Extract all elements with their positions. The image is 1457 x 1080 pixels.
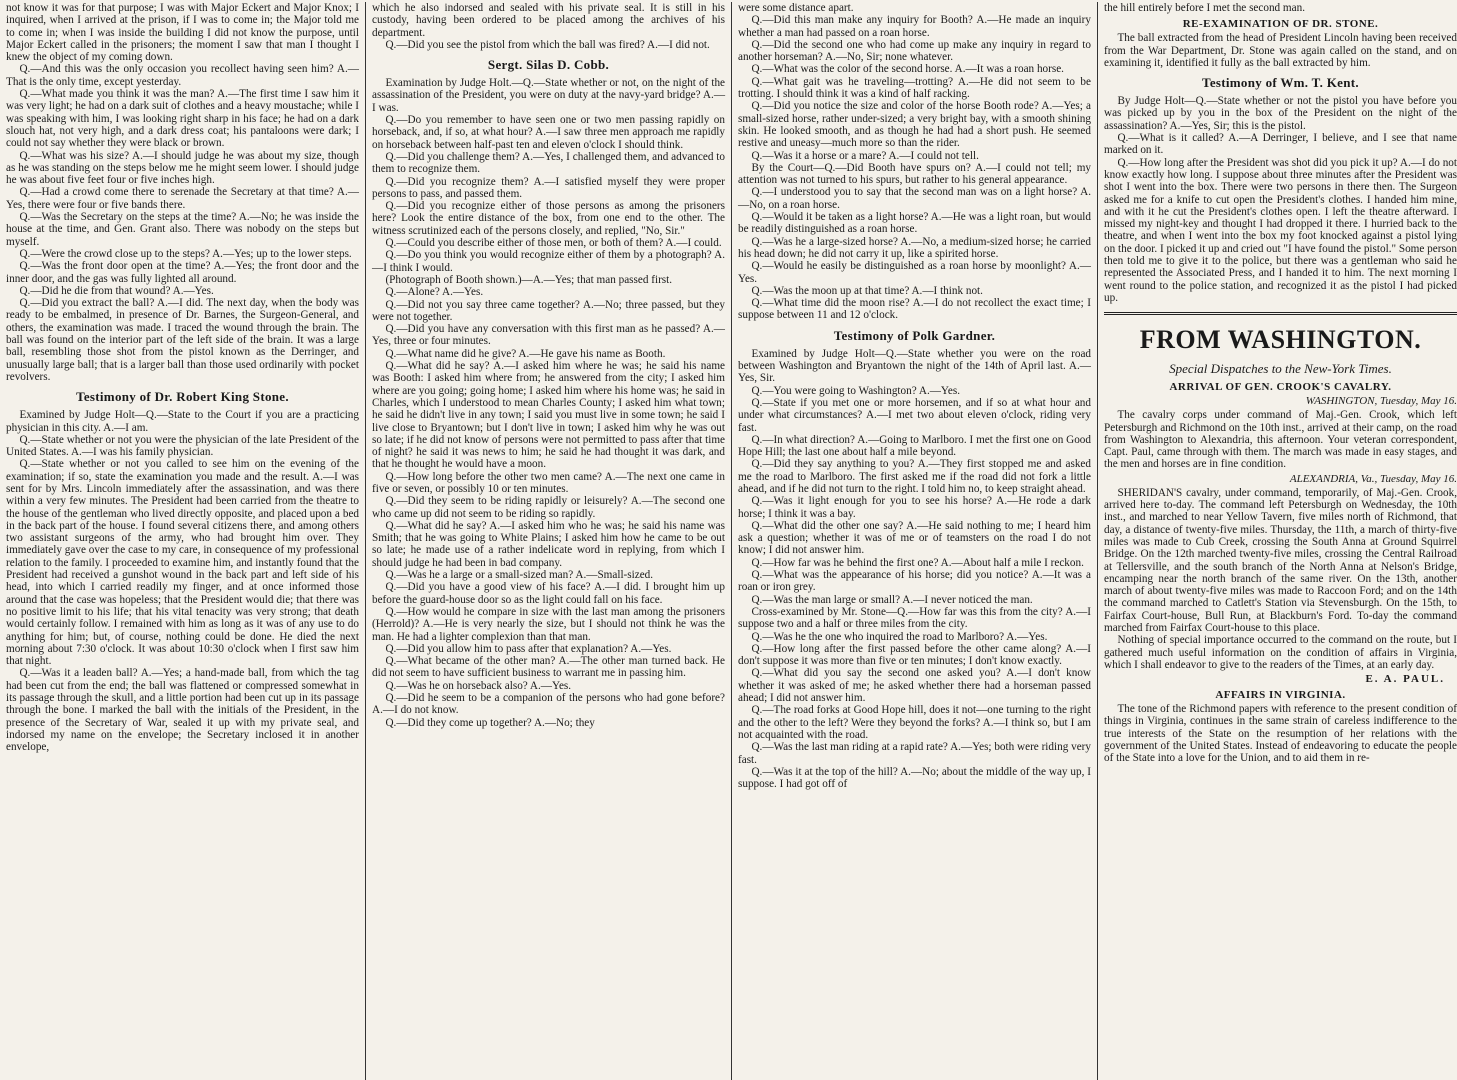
column-rule bbox=[731, 2, 732, 1080]
paragraph: Q.—Had a crowd come there to serenade the Secretary at that time? A.—Yes, there were four or five bands there. bbox=[6, 186, 359, 211]
section-divider bbox=[1104, 312, 1457, 315]
paragraph: Q.—Were the crowd close up to the steps? A.—Yes; up to the lower steps. bbox=[19, 247, 352, 260]
paragraph: Q.—Alone? A.—Yes. bbox=[385, 286, 484, 299]
paragraph: Q.—How long before the other two men came? A.—The next one came in five or seven, or possibly 10 or ten minutes. bbox=[372, 470, 725, 495]
paragraph: Q.—Did you extract the ball? A.—I did. The next day, when the body was ready to be embalmed, in presence of Dr. Barnes, the Surgeon-General, and others, the examination was made. I traced the wound through the brain. The ball was found on the interior part of the left side of the brain. It was a large ball, resembling those shot from the pistol known as the Derringer, and unusually large ball; that is a larger ball than those used ordinarily with pocket revolvers. bbox=[6, 297, 359, 383]
paragraph: Examined by Judge Holt—Q.—State whether you were on the road between Washington and Bryantown the night of the 14th of April last. A.—Yes, Sir. bbox=[738, 347, 1091, 385]
dateline: ALEXANDRIA, Va., Tuesday, May 16. bbox=[1289, 472, 1457, 485]
paragraph: Q.—Do you remember to have seen one or two men passing rapidly on horseback, and, if so, at what hour? A.—I saw three men approach me rapidly on horseback between half-past ten and eleven o'clock I should think. bbox=[372, 114, 725, 151]
paragraph: Q.—Would it be taken as a light horse? A.—He was a light roan, but would be readily distinguished as a roan horse. bbox=[738, 211, 1091, 236]
paragraph: Q.—What name did he give? A.—He gave his name as Booth. bbox=[385, 347, 666, 360]
paragraph: SHERIDAN'S cavalry, under command, temporarily, of Maj.-Gen. Crook, arrived here to-day. The command left Petersburgh on Wednesday, the 10th inst., and marched to near Yellow Tavern, five miles north of Richmond, that day, a distance of twenty-five miles. Thursday, the 11th, a march of thirty-five miles was made to Cub Creek, crossing the South Anna at Ground Squirrel Bridge. On the 12th marched twenty-five miles, crossing the Central Railroad at Tellersville, and the south branch of the North Anna at Nelson's Bridge, encamping near the north branch of the same river. On the 13th, another march of about twenty-five miles was made to Raccoon Ford; and on the 14th the command marched to Catlett's Station via Stevensburgh. On the 15th, to Fairfax Court-house, Bull Run, at Blackburn's Ford. To-day the command marched from Fairfax Court-house to this place. bbox=[1104, 486, 1457, 634]
paragraph: Examination by Judge Holt.—Q.—State whether or not, on the night of the assassination of the President, you were on duty at the navy-yard bridge? A.—I was. bbox=[372, 77, 725, 114]
column-3 bbox=[738, 2, 1091, 1080]
paragraph: Q.—What did he say? A.—I asked him who he was; he said his name was Smith; that he was going to White Plains; I asked him how he came to be out so late; he made use of a rather indelicate word in replying, from which I should judge he had been in bad company. bbox=[372, 519, 725, 569]
section-subheading: RE-EXAMINATION OF DR. STONE. bbox=[1182, 18, 1379, 31]
paragraph: Q.—You were going to Washington? A.—Yes. bbox=[751, 384, 961, 397]
section-heading: Testimony of Wm. T. Kent. bbox=[1202, 75, 1359, 91]
paragraph: Q.—Was the last man riding at a rapid rate? A.—Yes; both were riding very fast. bbox=[738, 741, 1091, 766]
paragraph: (Photograph of Booth shown.)—A.—Yes; that man passed first. bbox=[385, 273, 673, 286]
dateline: WASHINGTON, Tuesday, May 16. bbox=[1305, 395, 1457, 408]
paragraph: Q.—Did you recognize them? A.—I satisfied myself they were proper persons to pass, and passed them. bbox=[372, 175, 725, 200]
paragraph: Q.—Did you notice the size and color of the horse Booth rode? A.—Yes; a small-sized horse, rather under-sized; a very bright bay, with a smooth shining skin. He looked smooth, and as though he had had a short push. He seemed restive and uneasy—much more so than the rider. bbox=[738, 100, 1091, 150]
paragraph: Q.—Did you have any conversation with this first man as he passed? A.—Yes, three or four minutes. bbox=[372, 323, 725, 348]
paragraph: Q.—What is it called? A.—A Derringer, I believe, and I see that name marked on it. bbox=[1104, 132, 1457, 157]
paragraph: Q.—Was the moon up at that time? A.—I think not. bbox=[751, 284, 983, 297]
dispatch-line: Special Dispatches to the New-York Times. bbox=[1169, 361, 1392, 377]
paragraph: Examined by Judge Holt—Q.—State to the Court if you are a practicing physician in this city. A.—I am. bbox=[6, 409, 359, 434]
paragraph: Q.—What was his size? A.—I should judge he was about my size, though as he was standing on the steps below me he might seem lower. I should judge he was about five feet four or five inches high. bbox=[6, 149, 359, 187]
section-heading: Testimony of Dr. Robert King Stone. bbox=[76, 389, 289, 405]
paragraph: Q.—What made you think it was the man? A.—The first time I saw him it was very light; he had on a dark suit of clothes and a heavy moustache; while I was speaking with him, I was looking right sharp in his face; he had on a dark slouch hat, not very high, and a dark dress coat; his pantaloons were dark; I could not say whether they were black or brown. bbox=[6, 88, 359, 150]
paragraph: Q.—Could you describe either of those men, or both of them? A.—I could. bbox=[385, 237, 722, 250]
paragraph: Q.—Did he seem to be a companion of the persons who had gone before? A.—I do not know. bbox=[372, 692, 725, 717]
paragraph: Q.—And this was the only occasion you recollect having seen him? A.—That is the only time, except yesterday. bbox=[6, 63, 359, 88]
paragraph: Q.—State whether or not you were the physician of the late President of the United States. A.—I was his family physician. bbox=[6, 433, 359, 459]
paragraph: Q.—Was he a large or a small-sized man? A.—Small-sized. bbox=[385, 569, 654, 582]
section-heading: Sergt. Silas D. Cobb. bbox=[487, 57, 610, 73]
paragraph: Q.—The road forks at Good Hope hill, does it not—one turning to the right and the other to the left? Were they beyond the forks? A.—I think so, but I am not acquainted with the road. bbox=[738, 704, 1091, 741]
paragraph: Q.—Was the Secretary on the steps at the time? A.—No; he was inside the house at the time, and Gen. Grant also. There was nobody on the steps but myself. bbox=[6, 211, 359, 248]
paragraph: Q.—Was it at the top of the hill? A.—No; about the middle of the way up, I suppose. I had got off of bbox=[738, 765, 1091, 791]
column-1 bbox=[6, 2, 359, 1080]
paragraph: Q.—Was it a leaden ball? A.—Yes; a hand-made ball, from which the tag had been cut from the end; the ball was flattened or compressed somewhat in its passage through the skull, and a little portion had been cut up in its passage through the bone. I marked the ball with the initials of the President, in the presence of the Secretary of War, sealed it up with my private seal, and indorsed my name on the envelope; the Secretary inclosed it in another envelope, bbox=[6, 667, 359, 754]
paragraph: Q.—Do you think you would recognize either of them by a photograph? A.—I think I would. bbox=[372, 249, 725, 274]
paragraph: By Judge Holt—Q.—State whether or not the pistol you have before you was picked up by you in the box of the President on the night of the assassination? A.—Yes, Sir; this is the pistol. bbox=[1104, 95, 1457, 132]
byline-signature: E. A. PAUL. bbox=[1365, 673, 1445, 686]
paragraph: The tone of the Richmond papers with reference to the present condition of things in Virginia, continues in the same strain of careless indifference to the true interests of the State on the resumption of her relations with the government of the United States. Instead of endeavoring to educate the people of the State into a love for the Union, and to aid them in re- bbox=[1104, 703, 1457, 765]
paragraph: Q.—What did the other one say? A.—He said nothing to me; I heard him ask a question; whether it was of me or of teamsters on the road I do not know; I did not answer him. bbox=[738, 519, 1091, 557]
paragraph: Q.—What gait was he traveling—trotting? A.—He did not seem to be trotting. I should think it was a kind of half racking. bbox=[738, 75, 1091, 101]
paragraph: Q.—State whether or not you called to see him on the evening of the examination; if so, state the examination you made and the result. A.—I was sent for by Mrs. Lincoln immediately after the assassination, and was there within a very few minutes. The President had been carried from the theatre to the house of the gentleman who lived directly opposite, and placed upon a bed in the back part of the house. I found several citizens there, and among others two assistant surgeons of the army, who had brought him over. They immediately gave over the case to my care, in consequence of my professional relation to the family. I proceeded to examine him, and instantly found that the President had received a gunshot wound in the back part and left side of his head, into which I carried readily my finger, and at once informed those around that the case was hopeless; that the President would die; that there was no positive limit to his life; that his vital tenacity was very strong; that death would certainly follow. I remained with him as long as it was of any use to do anything for him; but, of course, nothing could be done. He died the next morning about 7:30 o'clock. It was about 10:30 o'clock when I first saw him that night. bbox=[6, 458, 359, 668]
paragraph: Q.—Did you challenge them? A.—Yes, I challenged them, and advanced to them to recognize them. bbox=[372, 150, 725, 176]
paragraph: Q.—I understood you to say that the second man was on a light horse? A.—No, on a roan horse. bbox=[738, 186, 1091, 211]
paragraph: were some distance apart. bbox=[738, 2, 854, 14]
column-rule bbox=[365, 2, 366, 1080]
paragraph: The ball extracted from the head of President Lincoln having been received from the War Department, Dr. Stone was again called on the stand, and on examining it, identified it fully as the ball extracted by him. bbox=[1104, 32, 1457, 69]
paragraph: Q.—How far was he behind the first one? A.—About half a mile I reckon. bbox=[751, 556, 1084, 569]
paragraph: Q.—Did they seem to be riding rapidly or leisurely? A.—The second one who came up did not seem to be riding so rapidly. bbox=[372, 495, 725, 520]
paragraph: Q.—Would he easily be distinguished as a roan horse by moonlight? A.—Yes. bbox=[738, 260, 1091, 285]
paragraph: which he also indorsed and sealed with his private seal. It is still in his custody, having been ordered to be placed among the archives of his department. bbox=[372, 2, 725, 39]
paragraph: Q.—What time did the moon rise? A.—I do not recollect the exact time; I suppose between 11 and 12 o'clock. bbox=[738, 297, 1091, 322]
paragraph: Q.—Did not you say three came together? A.—No; three passed, but they were not together. bbox=[372, 298, 725, 323]
paragraph: Q.—Was he a large-sized horse? A.—No, a medium-sized horse; he carried his head down; he did not carry it up, like a spirited horse. bbox=[738, 235, 1091, 260]
paragraph: Q.—Did you have a good view of his face? A.—I did. I brought him up before the guard-house door so as the light could fall on his face. bbox=[372, 581, 725, 606]
paragraph: Q.—Did they say anything to you? A.—They first stopped me and asked me the road to Marlboro. The first asked me if the road did not fork a little ahead, and if he did not turn to the right. I told him no, to keep straight ahead. bbox=[738, 458, 1091, 495]
paragraph: Q.—Was it light enough for you to see his horse? A.—He rode a dark horse; I think it was a bay. bbox=[738, 495, 1091, 520]
column-2 bbox=[372, 2, 725, 1080]
paragraph: Cross-examined by Mr. Stone—Q.—How far was this from the city? A.—I suppose two and a half or three miles from the city. bbox=[738, 605, 1091, 631]
paragraph: Q.—How long after the President was shot did you pick it up? A.—I do not know exactly how long. I suppose about three minutes after the President was shot I went into the box. There were two persons in there then. The Surgeon asked me for a knife to cut open the President's clothes. I handed him mine, and with it he cut the President's clothes open. I left the theatre afterward. I missed my night-key and thought I had dropped it there. I hurried back to the theatre, and when I went into the box my foot knocked against a pistol lying on the door. I picked it up and cried out "I have found the pistol." Some person then told me to give it to the police, but there was a gentleman who said he represented the Associated Press, and I handed it to him. The next morning I went round to the police station, and recognized it as the pistol I had picked up. bbox=[1104, 156, 1457, 304]
paragraph: Q.—Was he on horseback also? A.—Yes. bbox=[385, 679, 572, 692]
paragraph: Q.—Did they come up together? A.—No; they bbox=[385, 716, 595, 729]
paragraph: Q.—Did the second one who had come up make any inquiry in regard to another horseman? A.—No, Sir; none whatever. bbox=[738, 38, 1091, 64]
column-rule bbox=[1097, 2, 1098, 1080]
paragraph: Q.—Did you allow him to pass after that explanation? A.—Yes. bbox=[385, 642, 672, 655]
paragraph: Q.—State if you met one or more horsemen, and if so at what hour and under what circumstances? A.—I met two about eleven o'clock, riding very fast. bbox=[738, 396, 1091, 434]
paragraph: By the Court—Q.—Did Booth have spurs on? A.—I could not tell; my attention was not turned to his spurs, but rather to his general appearance. bbox=[738, 161, 1091, 187]
paragraph: Q.—Was he the one who inquired the road to Marlboro? A.—Yes. bbox=[751, 630, 1048, 643]
paragraph: Q.—What became of the other man? A.—The other man turned back. He did not seem to have sufficient business to warrant me in passing him. bbox=[372, 655, 725, 680]
paragraph: The cavalry corps under command of Maj.-Gen. Crook, which left Petersburgh and Richmond on the 10th inst., arrived at their camp, on the road from Washington to Alexandria, this afternoon. Your veteran correspondent, Capt. Paul, came through with them. The march was made in easy stages, and the men and horses are in fine condition. bbox=[1104, 409, 1457, 471]
paragraph: Q.—Did you recognize either of those persons as among the prisoners here? Look the entire distance of the box, from one end to the other. The witness scrutinized each of the persons closely, and replied, "No, Sir." bbox=[372, 200, 725, 237]
paragraph: not know it was for that purpose; I was with Major Eckert and Major Knox; I inquired, when I arrived at the prison, if I was to come in; the Major told me to come in; when I was inside the building I did not know the purpose, until Major Eckert called in the prisoners; the moment I saw that man I thought I knew the object of my coming down. bbox=[6, 2, 359, 64]
paragraph: Nothing of special importance occurred to the command on the route, but I gathered much useful information on the condition of affairs in Virginia, which I shall endeavor to give to the readers of the Times, at an early day. bbox=[1104, 634, 1457, 671]
paragraph: the hill entirely before I met the second man. bbox=[1104, 2, 1305, 14]
paragraph: Q.—What was the appearance of his horse; did you notice? A.—It was a roan or iron grey. bbox=[738, 569, 1091, 594]
paragraph: Q.—Did you see the pistol from which the ball was fired? A.—I did not. bbox=[385, 38, 710, 51]
section-subheading: ARRIVAL OF GEN. CROOK'S CAVALRY. bbox=[1169, 381, 1392, 394]
paragraph: Q.—Was the front door open at the time? A.—Yes; the front door and the inner door, and the gas was fully lighted all around. bbox=[6, 260, 359, 285]
paragraph: Q.—Did he die from that wound? A.—Yes. bbox=[19, 284, 214, 297]
banner-headline: FROM WASHINGTON. bbox=[1139, 325, 1422, 355]
section-subheading: AFFAIRS IN VIRGINIA. bbox=[1215, 689, 1346, 702]
paragraph: Q.—What was the color of the second horse. A.—It was a roan horse. bbox=[751, 63, 1064, 76]
paragraph: Q.—Was it a horse or a mare? A.—I could not tell. bbox=[751, 149, 979, 162]
paragraph: Q.—Did this man make any inquiry for Booth? A.—He made an inquiry whether a man had passed on a roan horse. bbox=[738, 14, 1091, 39]
paragraph: Q.—What did he say? A.—I asked him where he was; he said his name was Booth: I asked him where from; he answered from the city; I asked him where are you going; going home; I asked him where his home was; he said in Charles, which I understood to mean Charles County; I asked him what town; he said he didn't live in any town; I said you must live in some town; he said I live close to Bryantown; but I don't live in town; I asked him why he was out so late; if he did not know of persons were not permitted to pass after that time of night? he said it was news to him; he said he had thought it was dark, and that he thought he would have a moon. bbox=[372, 360, 725, 471]
paragraph: Q.—Was the man large or small? A.—I never noticed the man. bbox=[751, 593, 1033, 606]
paragraph: Q.—How would he compare in size with the last man among the prisoners (Herrold)? A.—He is very nearly the size, but I should not think he was the man. He had a lighter complexion than that man. bbox=[372, 605, 725, 643]
paragraph: Q.—How long after the first passed before the other came along? A.—I don't suppose it was more than five or ten minutes; I don't know exactly. bbox=[738, 642, 1091, 668]
section-heading: Testimony of Polk Gardner. bbox=[833, 327, 996, 343]
paragraph: Q.—What did you say the second one asked you? A.—I don't know whether it was asked of me; he asked whether there had a horseman passed ahead; I did not answer him. bbox=[738, 667, 1091, 705]
paragraph: Q.—In what direction? A.—Going to Marlboro. I met the first one on Good Hope Hill; the last one about half a mile beyond. bbox=[738, 433, 1091, 459]
column-4 bbox=[1104, 2, 1457, 1080]
